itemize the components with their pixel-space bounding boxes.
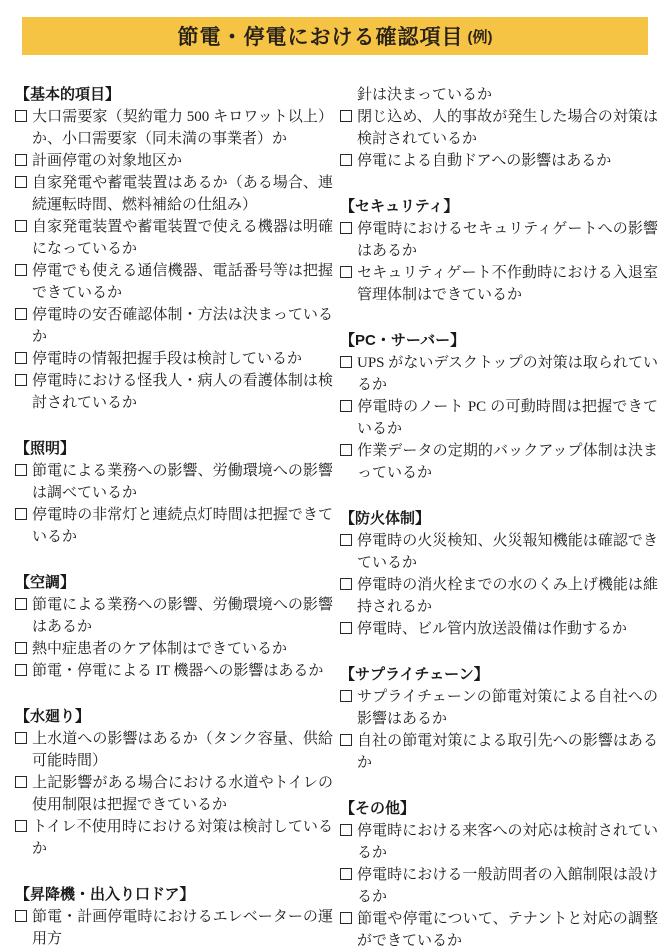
checklist-item [15,150,333,172]
item-text: サプライチェーンの節電対策による自社への影響はあるか [357,689,658,727]
section-heading: 【昇降機・出入り口ドア】 [15,886,195,903]
checklist-item [15,370,333,414]
checklist-item [15,460,333,504]
item-text: 停電による自動ドアへの影響はあるか [357,153,612,169]
section-heading: 【セキュリティ】 [340,198,459,215]
item-text: トイレ不使用時における対策は検討しているか [32,819,333,857]
checklist-item [15,594,333,638]
item-text: 自家発電装置や蓄電装置で使える機器は明確になっているか [32,219,333,257]
checkbox-icon [15,220,27,232]
checklist-item [340,396,658,440]
checklist-item [340,730,658,774]
checklist-item [340,150,658,172]
checkbox-icon [340,868,352,880]
checkbox-icon [340,154,352,166]
section-heading: 【空調】 [15,574,76,591]
checklist-item [15,504,333,548]
section-heading: 【照明】 [15,440,76,457]
section-heading: 【水廻り】 [15,708,91,725]
checklist-item [340,820,658,864]
checklist-item [340,908,658,952]
checkbox-icon [15,352,27,364]
checklist-item [15,106,333,150]
item-text: 停電時における一般訪問者の入館制限は設けるか [357,867,658,905]
checklist-section [15,884,333,950]
checkbox-icon [15,508,27,520]
item-text: 停電時の火災検知、火災報知機能は確認できているか [357,533,658,571]
checklist-item [15,260,333,304]
checkbox-icon [15,664,27,676]
checkbox-icon [340,690,352,702]
checklist-item [340,106,658,150]
item-text: 停電時の消火栓までの水のくみ上げ機能は維持されるか [357,577,658,615]
checklist-item-continuation [340,84,658,106]
checklist-section [340,84,658,172]
checkbox-icon [340,824,352,836]
item-text: 停電でも使える通信機器、電話番号等は把握できているか [32,263,333,301]
checkbox-icon [15,598,27,610]
section-heading: 【サプライチェーン】 [340,666,489,683]
checklist-section [340,664,658,774]
checklist-item [15,772,333,816]
checkbox-icon [340,444,352,456]
item-text: 作業データの定期的バックアップ体制は決まっているか [357,443,658,481]
checkbox-icon [340,266,352,278]
checkbox-icon [15,374,27,386]
item-text: 停電時における怪我人・病人の看護体制は検討されているか [32,373,333,411]
checklist-section [15,706,333,860]
checkbox-icon [15,176,27,188]
checklist-item [340,530,658,574]
page-title-banner [22,17,648,55]
item-text: 停電時の情報把握手段は検討しているか [32,351,303,367]
checkbox-icon [15,642,27,654]
checklist-column-right [340,84,658,952]
item-text: 停電時、ビル管内放送設備は作動するか [357,621,628,637]
checklist-item [15,304,333,348]
checklist-item [340,574,658,618]
checklist-item [340,352,658,396]
checkbox-icon [15,732,27,744]
checklist-item [15,638,333,660]
checkbox-icon [340,578,352,590]
section-heading: 【防火体制】 [340,510,431,527]
checkbox-icon [340,222,352,234]
checklist-section [15,438,333,548]
item-text: 停電時における来客への対応は検討されているか [357,823,658,861]
checklist-section [340,330,658,484]
checkbox-icon [15,264,27,276]
checkbox-icon [15,820,27,832]
checkbox-icon [15,776,27,788]
checkbox-icon [15,910,27,922]
item-text: 針は決まっているか [357,87,493,103]
section-heading: 【PC・サーバー】 [340,332,466,349]
item-text: 上記影響がある場合における水道やトイレの使用制限は把握できているか [32,775,333,813]
page-title-suffix: (例) [467,28,493,46]
checklist-item [340,440,658,484]
checklist-column-left [15,84,333,950]
checklist-section [340,798,658,952]
item-text: 節電や停電について、テナントと対応の調整ができているか [357,911,658,949]
checklist-section [15,572,333,682]
checkbox-icon [340,622,352,634]
section-heading: 【基本的項目】 [15,86,121,103]
checklist-item [340,218,658,262]
checkbox-icon [340,110,352,122]
checklist-item [15,906,333,950]
checklist-item [15,660,333,682]
checklist-item [15,348,333,370]
item-text: 熱中症患者のケア体制はできているか [32,641,288,657]
checklist-section [340,508,658,640]
item-text: 計画停電の対象地区か [32,153,183,169]
checkbox-icon [340,534,352,546]
item-text: 閉じ込め、人的事故が発生した場合の対策は検討されているか [357,109,658,147]
checklist-item [15,172,333,216]
item-text: 節電・停電による IT 機器への影響はあるか [32,663,324,679]
item-text: 大口需要家（契約電力 500 キロワット以上）か、小口需要家（同未満の事業者）か [32,109,333,147]
section-heading: 【その他】 [340,800,416,817]
checklist-item [15,728,333,772]
item-text: 節電による業務への影響、労働環境への影響はあるか [32,597,333,635]
checklist-item [15,816,333,860]
item-text: UPS がないデスクトップの対策は取られているか [357,355,658,393]
checkbox-icon [340,734,352,746]
item-text: 自社の節電対策による取引先への影響はあるか [357,733,658,771]
item-text: 停電時におけるセキュリティゲートへの影響はあるか [357,221,658,259]
item-text: 上水道への影響はあるか（タンク容量、供給可能時間） [32,731,333,769]
checklist-item [340,686,658,730]
checkbox-icon [340,400,352,412]
checklist-section [340,196,658,306]
checkbox-icon [15,464,27,476]
checklist-section [15,84,333,414]
item-text: 節電・計画停電時におけるエレベーターの運用方 [32,909,333,947]
item-text: 停電時の非常灯と連続点灯時間は把握できているか [32,507,333,545]
checkbox-icon [15,154,27,166]
checkbox-icon [340,356,352,368]
item-text: 節電による業務への影響、労働環境への影響は調べているか [32,463,333,501]
item-text: セキュリティゲート不作動時における入退室管理体制はできているか [357,265,658,303]
item-text: 停電時の安否確認体制・方法は決まっているか [32,307,333,345]
checklist-item [340,262,658,306]
checklist-item [340,864,658,908]
checklist-item [340,618,658,640]
checkbox-icon [15,308,27,320]
item-text: 自家発電や蓄電装置はあるか（ある場合、連続運転時間、燃料補給の仕組み） [32,175,333,213]
checklist-item [15,216,333,260]
page-title: 節電・停電における確認項目 [177,26,464,49]
checkbox-icon [15,110,27,122]
item-text: 停電時のノート PC の可動時間は把握できているか [357,399,658,437]
